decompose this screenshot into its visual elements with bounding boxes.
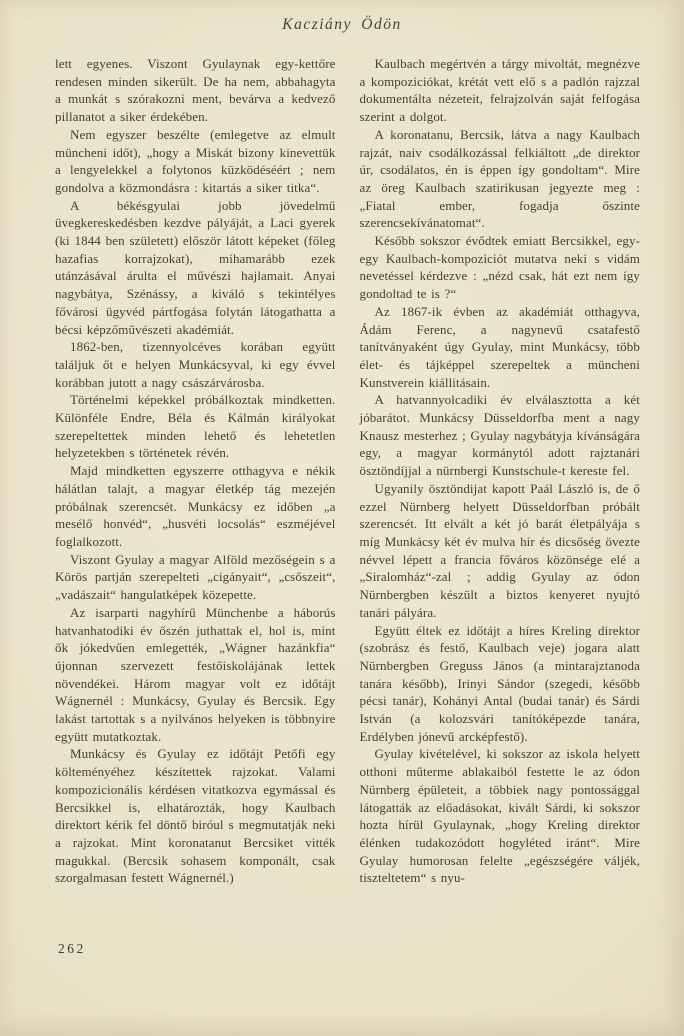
paragraph: Az 1867-ik évben az akadémiát otthagyva, Ádám Ferenc, a nagynevű csatafestő tanítványaként úgy Gyulay, mint Munkácsy, több élet- és tájképpel szerepeltek a müncheni Kunstverein kiállitásain.: [359, 303, 640, 390]
text-column-left: [55, 55, 336, 887]
paragraph: Együtt éltek ez időtájt a híres Kreling direktor (szobrász és festő, Kaulbach veje) jogara alatt Nürnbergben Greguss János (a mintarajztanoda tanára később), Irinyi Sándor (szegedi, később pécsi tanár), Kohányi Antal (budai tanár) és Sárdi István (a kolozsvári tanítóképezde tanára, Erdélyben jónevű arcképfestő).: [359, 622, 640, 744]
paragraph: Nem egyszer beszélte (emlegetve az elmult müncheni időt), „hogy a Miskát bizony kinevettük a lengyelekkel a folytonos küzködéséért ; nem gondolva a közmondásra : kitartás a siker titka“.: [55, 126, 336, 195]
paragraph: Történelmi képekkel próbálkoztak mindketten. Különféle Endre, Béla és Kálmán királyokat szerepeltettek minden lehető és lehetetlen helyzetekben s történetek révén.: [55, 392, 336, 461]
paragraph: A koronatanu, Bercsik, látva a nagy Kaulbach rajzát, naiv csodálkozással felkiáltott „de direktor úr, csodálatos, én is éppen így gondoltam“. Mire az öreg Kaulbach szatirikusan jegyezte meg : „Fiatal ember, fogadja őszinte szerencsekívánatomat“.: [359, 126, 640, 231]
paragraph: A hatvannyolcadiki év elválasztotta a két jóbarátot. Munkácsy Düsseldorfba ment a nagy Knausz mesterhez ; Gyulay nagybátyja kívánságára egy, a magyar kormánytól adott rajztanári ösztöndíjjal a nürnbergi Kunstschule-t kereste fel.: [359, 392, 640, 479]
paragraph: Később sokszor évődtek emiatt Bercsikkel, egy-egy Kaulbach-kompoziciót mutatva neki s vidám nevetéssel kérdezve : „nézd csak, hát ezt nem így gondoltad te is ?“: [359, 233, 640, 302]
paragraph: Munkácsy és Gyulay ez időtájt Petőfi egy költeményéhez készítettek rajzokat. Valami kompozicionális kérdésen vitatkozva egymással és Bercsikkel is, elhatározták, hogy Kaulbach direktort kérik fel döntő biróul s megmutatják neki a rajzokat. Mint koronatanut Bercsiket vitték magukkal. (Bercsik sohasem komponált, csak szorgalmasan festett Wágnernél.): [55, 746, 336, 886]
paragraph: A békésgyulai jobb jövedelmű üvegkereskedésben kezdve pályáját, a Laci gyerek (ki 1844 ben született) először látott képeket (főleg hazafias korrajzokat), mihamarább ezek utánzásával árulta el művészi hajlamait. Anyai nagybátya, Szénássy, a kiváló s tekintélyes fővárosi ügyvéd pártfogása folytán látogathatta a bécsi képzőművészeti akadémiát.: [55, 197, 336, 337]
text-columns: [55, 55, 640, 887]
page-number: 262: [58, 941, 86, 956]
paragraph: lett egyenes. Viszont Gyulaynak egy-kettőre rendesen minden sikerült. De ha nem, abbahagyta a munkát s szórakozni ment, bevárva a kedvező pillanatot a siker érdekében.: [55, 56, 336, 125]
paragraph: Az isarparti nagyhírű Münchenbe a háborús hatvanhatodiki év őszén juthattak el, hol is, mint ők jókedvűen emlegették, „Wágner hazánkfia“ újonnan szervezett festőiskolájának lettek növendékei. Három magyar volt ez időtájt Wágnernél : Munkácsy, Gyulay és Bercsik. Egy lakást tartottak s a nyilvános helyeken is többnyire együtt mutatkoztak.: [55, 604, 336, 744]
paragraph: Ugyanily ösztöndijat kapott Paál László is, de ő ezzel Nürnberg helyett Düsseldorfban próbált szerencsét. Itt elvált a két jó barát életpályája s míg Munkácsy két év mulva hír és dicsőség övezte névvel lépett a francia főváros közönsége elé a „Siralomház“-zal ; addig Gyulay az ódon Nürnbergben készült a biztos kenyeret nyujtó tanári pályára.: [359, 480, 640, 620]
paragraph: 1862-ben, tizennyolcéves korában együtt találjuk őt e helyen Munkácsyval, ki egy évvel korábban jutott a nagy császárvárosba.: [55, 339, 336, 390]
paragraph: Gyulay kivételével, ki sokszor az iskola helyett otthoni műterme ablakaiból festette le az ódon Nürnberg épületeit, a többiek nagy pontossággal látogatták az előadásokat, kivált Sárdi, ki sokszor hozta hírül Gyulaynak, „hogy Kreling direktor élénken tudakozódott hogyléted iránt“. Mire Gyulay humorosan felelte „egészségére váljék, tiszteltetem“ s nyu-: [359, 746, 640, 886]
running-header: Kacziány Ödön: [282, 16, 402, 33]
paragraph: Majd mindketten egyszerre otthagyva e nékik hálátlan talajt, a magyar életkép tág mezején próbálnak szerencsét. Munkácsy ez időben „a mesélő honvéd“, „husvéti locsolás“ eszméjével foglalkozott.: [55, 463, 336, 549]
text-column-right: [360, 55, 641, 887]
paragraph: Kaulbach megértvén a tárgy mivoltát, megnézve a kompoziciókat, krétát vett elő s a padlón rajzzal dokumentálta nézeteit, felrajzolván saját felfogása szerint a dolgot.: [359, 56, 640, 125]
paragraph: Viszont Gyulay a magyar Alföld mezőségein s a Körös partján szerepelteti „cigányait“, „csőszeit“, „vadászait“ hangulatképek közepette.: [55, 551, 336, 603]
